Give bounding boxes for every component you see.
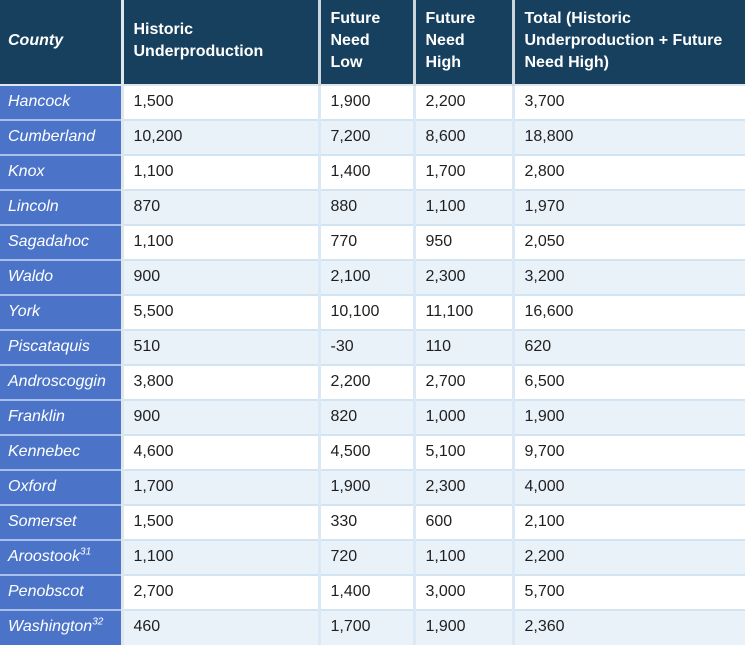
table-row: [0, 400, 745, 435]
future-need-high-cell: 2,700: [414, 365, 513, 400]
historic-underproduction-cell: 1,100: [122, 225, 319, 260]
total-cell: 18,800: [513, 120, 745, 155]
future-need-low-cell: 2,200: [319, 365, 414, 400]
historic-underproduction-cell: 2,700: [122, 575, 319, 610]
county-cell: [0, 400, 122, 435]
total-cell: 620: [513, 330, 745, 365]
historic-underproduction-cell: 870: [122, 190, 319, 225]
historic-underproduction-cell: 1,100: [122, 540, 319, 575]
county-cell: [0, 365, 122, 400]
table-row: [0, 435, 745, 470]
county-name: Somerset: [8, 512, 77, 530]
table-row: [0, 155, 745, 190]
future-need-high-cell: 1,100: [414, 190, 513, 225]
county-name: Cumberland: [8, 127, 96, 145]
county-name: Androscoggin: [8, 372, 106, 390]
table-row: [0, 295, 745, 330]
table-row: [0, 470, 745, 505]
total-cell: 2,800: [513, 155, 745, 190]
column-header-total: Total (Historic Underproduction + Future Need High): [513, 0, 745, 85]
future-need-low-cell: 1,900: [319, 85, 414, 120]
historic-underproduction-cell: 900: [122, 400, 319, 435]
county-cell: [0, 120, 122, 155]
county-name: Piscataquis: [8, 337, 90, 355]
county-cell: [0, 540, 122, 575]
future-need-low-cell: 4,500: [319, 435, 414, 470]
future-need-high-cell: 1,900: [414, 610, 513, 645]
future-need-low-cell: 2,100: [319, 260, 414, 295]
table-row: [0, 365, 745, 400]
table-row: [0, 330, 745, 365]
county-name: Washington: [8, 618, 93, 635]
future-need-high-cell: 1,000: [414, 400, 513, 435]
total-cell: 1,900: [513, 400, 745, 435]
county-name: Aroostook: [8, 547, 81, 565]
future-need-low-cell: 770: [319, 225, 414, 260]
column-header-future-need-high: Future Need High: [414, 0, 513, 85]
table-row: [0, 575, 745, 610]
future-need-high-cell: 110: [414, 330, 513, 365]
county-name: York: [8, 302, 41, 320]
future-need-high-cell: 3,000: [414, 575, 513, 610]
table-row: [0, 610, 745, 645]
county-footnote: 31: [80, 546, 92, 558]
future-need-high-cell: 2,300: [414, 260, 513, 295]
historic-underproduction-cell: 1,500: [122, 505, 319, 540]
future-need-high-cell: 1,700: [414, 155, 513, 190]
future-need-high-cell: 11,100: [414, 295, 513, 330]
table-row: [0, 225, 745, 260]
total-cell: 3,700: [513, 85, 745, 120]
future-need-low-cell: 1,400: [319, 155, 414, 190]
historic-underproduction-cell: 10,200: [122, 120, 319, 155]
county-footnote: 32: [92, 616, 104, 628]
total-cell: 2,100: [513, 505, 745, 540]
future-need-low-cell: -30: [319, 330, 414, 365]
future-need-low-cell: 1,700: [319, 610, 414, 645]
county-name: Waldo: [8, 267, 54, 285]
county-name: Knox: [8, 162, 45, 180]
county-cell: [0, 155, 122, 190]
county-cell: [0, 225, 122, 260]
total-cell: 6,500: [513, 365, 745, 400]
historic-underproduction-cell: 3,800: [122, 365, 319, 400]
county-cell: [0, 505, 122, 540]
county-cell: [0, 470, 122, 505]
future-need-low-cell: 7,200: [319, 120, 414, 155]
historic-underproduction-cell: 4,600: [122, 435, 319, 470]
county-cell: [0, 85, 122, 120]
future-need-low-cell: 10,100: [319, 295, 414, 330]
future-need-high-cell: 1,100: [414, 540, 513, 575]
column-header-future-need-low: Future Need Low: [319, 0, 414, 85]
table-header: [0, 0, 745, 85]
county-name: Hancock: [8, 92, 71, 110]
future-need-high-cell: 8,600: [414, 120, 513, 155]
column-header-county: County: [0, 0, 122, 85]
table-row: [0, 540, 745, 575]
total-cell: 2,050: [513, 225, 745, 260]
total-cell: 4,000: [513, 470, 745, 505]
future-need-high-cell: 2,300: [414, 470, 513, 505]
future-need-low-cell: 880: [319, 190, 414, 225]
future-need-low-cell: 720: [319, 540, 414, 575]
header-row: [0, 0, 745, 85]
county-name: Lincoln: [8, 197, 59, 215]
total-cell: 1,970: [513, 190, 745, 225]
future-need-high-cell: 5,100: [414, 435, 513, 470]
county-name: Franklin: [8, 407, 65, 425]
total-cell: 5,700: [513, 575, 745, 610]
county-name: Sagadahoc: [8, 232, 89, 250]
historic-underproduction-cell: 5,500: [122, 295, 319, 330]
county-cell: [0, 330, 122, 365]
historic-underproduction-cell: 1,100: [122, 155, 319, 190]
county-cell: [0, 260, 122, 295]
table-row: [0, 190, 745, 225]
future-need-low-cell: 820: [319, 400, 414, 435]
total-cell: 2,200: [513, 540, 745, 575]
table-row: [0, 120, 745, 155]
table-row: [0, 260, 745, 295]
historic-underproduction-cell: 1,500: [122, 85, 319, 120]
future-need-low-cell: 330: [319, 505, 414, 540]
future-need-high-cell: 2,200: [414, 85, 513, 120]
future-need-high-cell: 600: [414, 505, 513, 540]
table-row: [0, 85, 745, 120]
future-need-low-cell: 1,400: [319, 575, 414, 610]
historic-underproduction-cell: 900: [122, 260, 319, 295]
future-need-low-cell: 1,900: [319, 470, 414, 505]
county-name: Penobscot: [8, 582, 84, 600]
county-cell: [0, 190, 122, 225]
table-body: [0, 85, 745, 645]
historic-underproduction-cell: 510: [122, 330, 319, 365]
future-need-high-cell: 950: [414, 225, 513, 260]
total-cell: 9,700: [513, 435, 745, 470]
total-cell: 3,200: [513, 260, 745, 295]
county-cell: [0, 575, 122, 610]
county-cell: [0, 295, 122, 330]
column-header-historic-underproduction: Historic Underproduction: [122, 0, 319, 85]
total-cell: 16,600: [513, 295, 745, 330]
county-cell: [0, 610, 122, 645]
total-cell: 2,360: [513, 610, 745, 645]
table-row: [0, 505, 745, 540]
historic-underproduction-cell: 1,700: [122, 470, 319, 505]
county-cell: [0, 435, 122, 470]
county-name: Kennebec: [8, 442, 81, 460]
county-name: Oxford: [8, 477, 57, 495]
historic-underproduction-cell: 460: [122, 610, 319, 645]
